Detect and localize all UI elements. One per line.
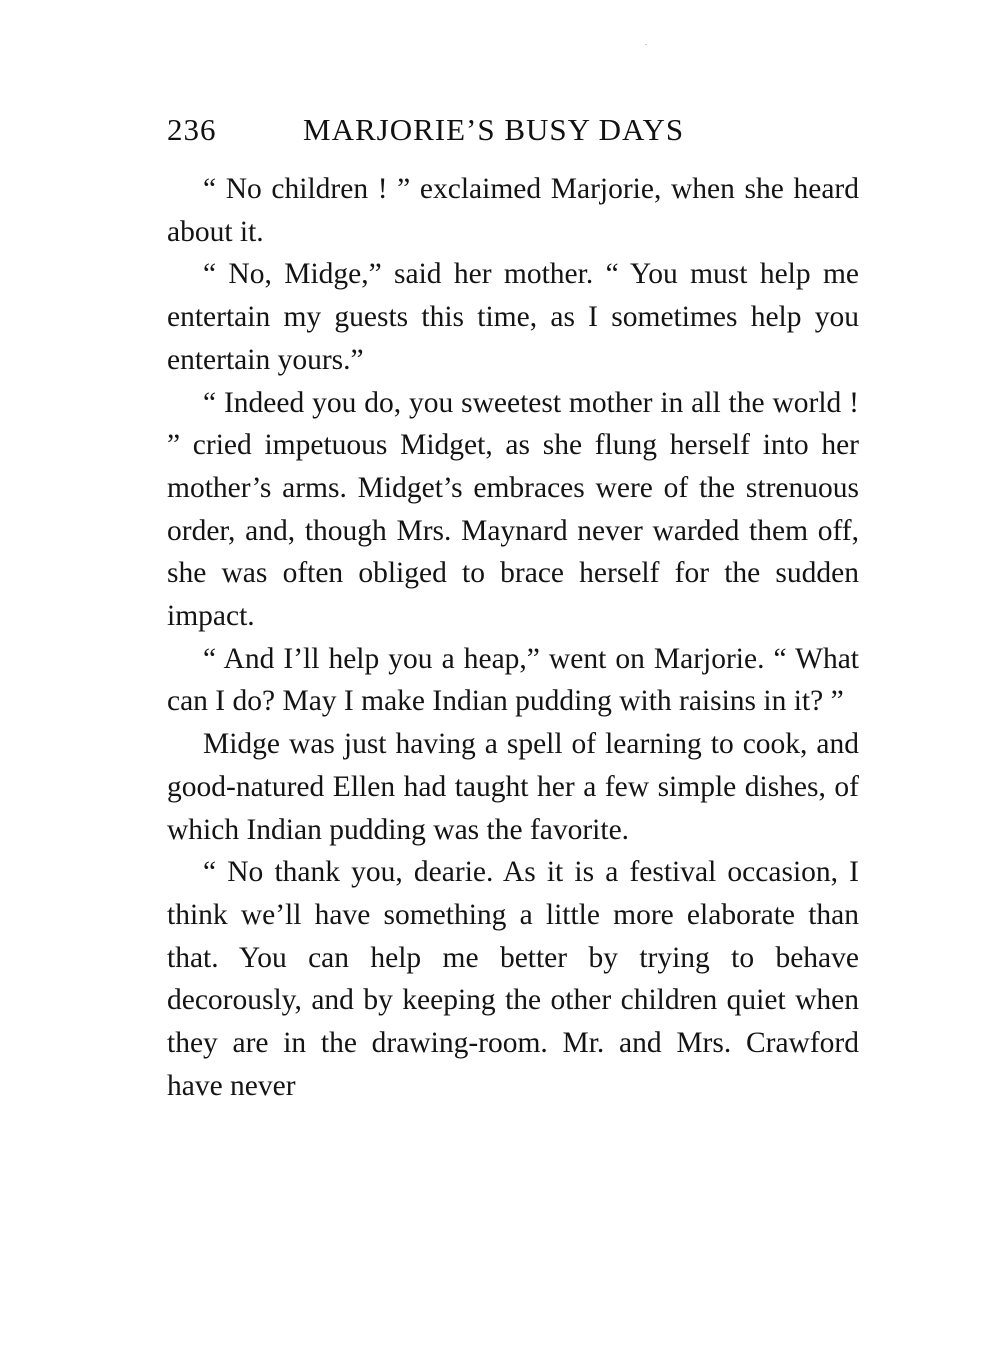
body-text [167,168,859,1107]
page-number: 236 [167,112,217,147]
paragraph: “ No thank you, dearie. As it is a festival occasion, I think we’ll have something a little more elaborate than that. You can help me better by trying to behave decorously, and by keeping the other children quiet when they are in the drawing-room. Mr. and Mrs. Crawford have never [167,856,859,1102]
paragraph: Midge was just having a spell of learning to cook, and good-natured Ellen had taught her a few simple dishes, of which Indian pudding was the favorite. [167,728,859,846]
page-header [167,112,867,152]
paper-speck [645,44,647,45]
paragraph: “ And I’ll help you a heap,” went on Marjorie. “ What can I do? May I make Indian pudding with raisins in it? ” [167,642,859,718]
paragraph: “ No children ! ” exclaimed Marjorie, when she heard about it. [167,173,859,248]
running-title: MARJORIE’S BUSY DAYS [303,112,685,147]
paragraph: “ No, Midge,” said her mother. “ You must help me entertain my guests this time, as I sometimes help you entertain yours.” [167,258,859,376]
paragraph: “ Indeed you do, you sweetest mother in all the world ! ” cried impetuous Midget, as she flung herself into her mother’s arms. Midget’s embraces were of the strenuous order, and, though Mrs. Maynard never warded them off, she was often obliged to brace herself for the sudden impact. [167,386,859,633]
